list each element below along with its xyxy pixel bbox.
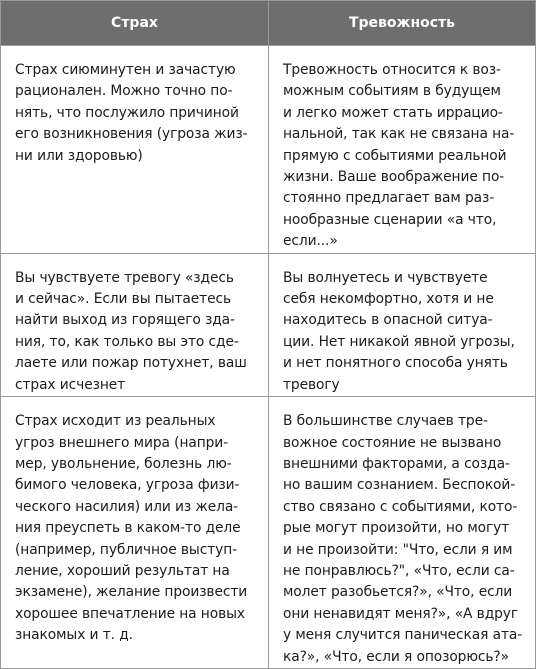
- anxiety-text: [269, 254, 535, 396]
- text-line: стоянно предлагает вам раз-: [283, 190, 495, 207]
- text-line: они ненавидят меня?», «А вдруг: [283, 605, 519, 622]
- text-line: хорошее впечатление на новых: [15, 605, 245, 622]
- text-line: В большинстве случаев тре-: [283, 413, 488, 430]
- text-line: прямую с событиями реальной: [283, 147, 507, 164]
- text-line: себя некомфортно, хотя и не: [283, 291, 494, 308]
- text-line: экзамене), желание произвести: [15, 584, 248, 601]
- text-line: тревогу: [283, 376, 340, 393]
- text-line: вожное состояние не вызвано: [283, 434, 502, 451]
- text-line: ния преуспеть в каком-то деле: [15, 520, 241, 537]
- anxiety-cell: [269, 397, 536, 669]
- header-fear: Страх: [1, 1, 269, 46]
- fear-text: [1, 46, 268, 167]
- text-line: внешними факторами, а созда-: [283, 455, 510, 472]
- text-line: ление, хороший результат на: [15, 562, 230, 579]
- text-line: рые могут произойти, но могут: [283, 520, 510, 537]
- text-line: и нет понятного способа унять: [283, 355, 508, 372]
- text-line: нообразные сценарии «а что,: [283, 211, 497, 228]
- text-line: ни или здоровью): [15, 147, 143, 164]
- text-line: если...»: [283, 233, 338, 250]
- text-line: и легко может стать иррацио-: [283, 104, 503, 121]
- text-line: ка?», «Что, если я опозорюсь?»: [283, 648, 509, 665]
- text-line: угроз внешнего мира (напри-: [15, 434, 229, 451]
- text-line: рационален. Можно точно по-: [15, 83, 233, 100]
- text-line: и не произойти: "Что, если я им: [283, 541, 513, 558]
- text-line: Страх исходит из реальных: [15, 413, 216, 430]
- table-row: [1, 253, 536, 396]
- anxiety-text: [269, 397, 535, 668]
- text-line: находитесь в опасной ситуа-: [283, 312, 493, 329]
- text-line: ство связано с событиями, кото-: [283, 498, 518, 515]
- text-line: его возникновения (угроза жиз-: [15, 126, 248, 143]
- text-line: ции. Нет никакой явной угрозы,: [283, 333, 515, 350]
- text-line: найти выход из горящего зда-: [15, 312, 235, 329]
- text-line: (например, публичное выступ-: [15, 541, 238, 558]
- fear-cell: [1, 46, 269, 254]
- table-row: [1, 397, 536, 669]
- text-line: молет разобьется?», «Что, если: [283, 584, 513, 601]
- fear-cell: [1, 397, 269, 669]
- text-line: Страх сиюминутен и зачастую: [15, 62, 236, 78]
- anxiety-cell: [269, 253, 536, 396]
- text-line: нальной, так как не связана на-: [283, 126, 515, 143]
- fear-text: [1, 254, 268, 396]
- text-line: страх исчезнет: [15, 376, 126, 393]
- anxiety-text: [269, 46, 535, 253]
- fear-cell: [1, 253, 269, 396]
- text-line: лаете или пожар потухнет, ваш: [15, 355, 247, 372]
- text-line: но вашим сознанием. Беспокой-: [283, 477, 516, 494]
- text-line: Тревожность относится к воз-: [283, 62, 501, 78]
- text-line: ния, то, как только вы это сде-: [15, 333, 239, 350]
- text-line: можным событиям в будущем: [283, 83, 501, 100]
- text-line: нять, что послужило причиной: [15, 104, 239, 121]
- anxiety-cell: [269, 46, 536, 254]
- header-row: [1, 1, 536, 46]
- table-row: [1, 46, 536, 254]
- text-line: ческого насилия) или из жела-: [15, 498, 239, 515]
- header-anxiety: Тревожность: [269, 1, 536, 46]
- text-line: знакомых и т. д.: [15, 627, 133, 644]
- text-line: Вы волнуетесь и чувствуете: [283, 269, 488, 286]
- text-line: у меня случится паническая ата-: [283, 627, 523, 644]
- text-line: мер, увольнение, болезнь лю-: [15, 455, 232, 472]
- text-line: Вы чувствуете тревогу «здесь: [15, 269, 234, 286]
- text-line: бимого человека, угроза физи-: [15, 477, 240, 494]
- text-line: не понравлюсь?", «Что, если са-: [283, 562, 515, 579]
- text-line: жизни. Ваше воображение по-: [283, 169, 505, 186]
- text-line: и сейчас». Если вы пытаетесь: [15, 291, 232, 308]
- fear-text: [1, 397, 268, 646]
